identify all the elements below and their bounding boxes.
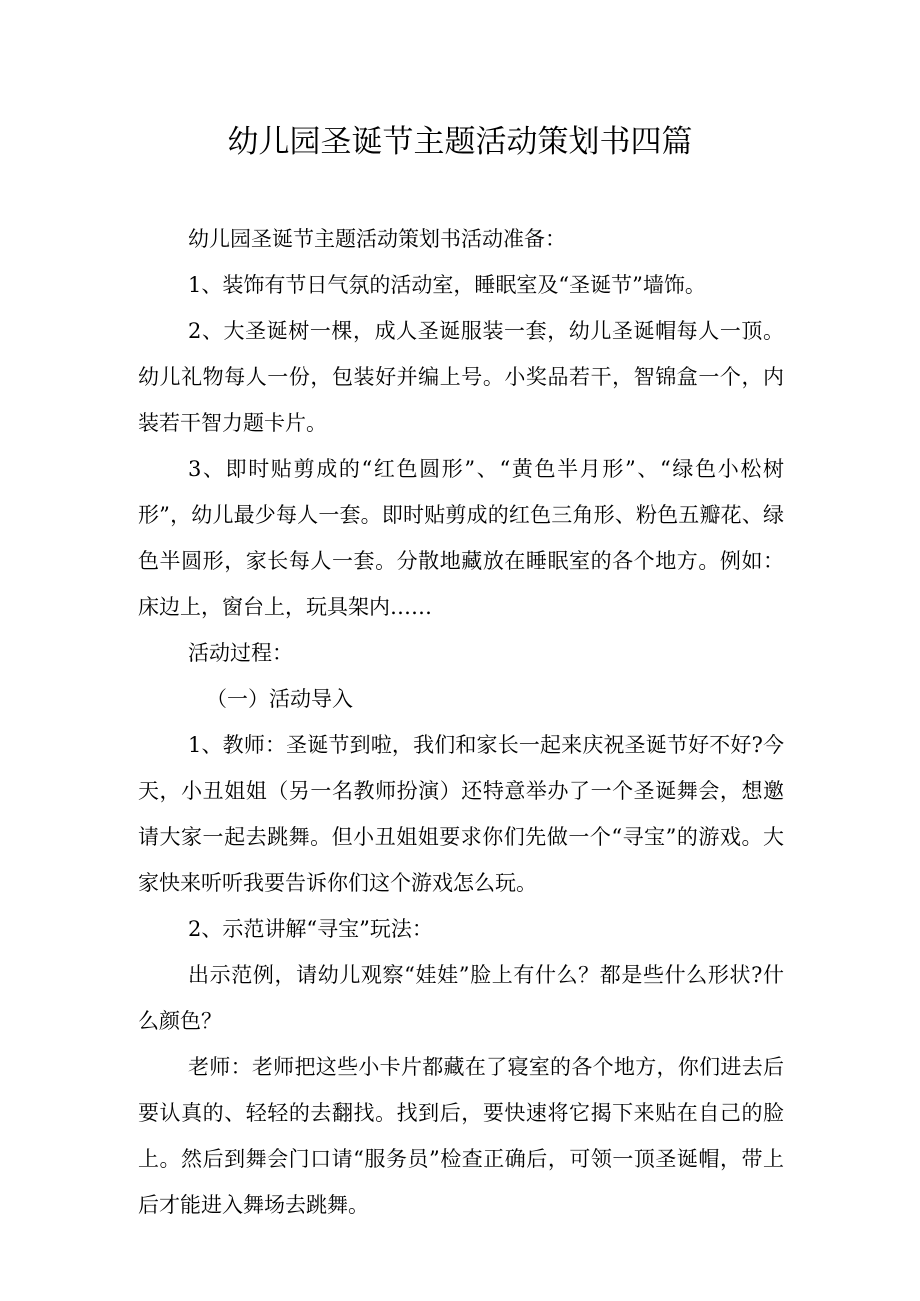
document-body (138, 216, 784, 1228)
paragraph-prep-item-1: 1、装饰有节日气氛的活动室，睡眠室及“圣诞节”墙饰。 (188, 273, 706, 297)
paragraph-process-heading: 活动过程： (188, 641, 293, 665)
paragraph-example: 出示范例，请幼儿观察“娃娃”脸上有什么？都是些什么形状?什么颜色？ (138, 963, 784, 1033)
document-title: 幼儿园圣诞节主题活动策划书四篇 (227, 124, 693, 160)
paragraph-teacher-instructions: 老师：老师把这些小卡片都藏在了寝室的各个地方，你们进去后要认真的、轻轻的去翻找。找到后，要快速将它揭下来贴在自己的脸上。然后到舞会门口请“服务员”检查正确后，可领一顶圣诞帽，带上后才能进入舞场去跳舞。 (138, 1055, 784, 1217)
paragraph-step-1: 1、教师：圣诞节到啦，我们和家长一起来庆祝圣诞节好不好?今天，小丑姐姐（另一名教师扮演）还特意举办了一个圣诞舞会，想邀请大家一起去跳舞。但小丑姐姐要求你们先做一个“寻宝”的游戏。大家快来听听我要告诉你们这个游戏怎么玩。 (138, 733, 784, 895)
paragraph-prep-item-3: 3、即时贴剪成的“红色圆形”、“黄色半月形”、“绿色小松树形”，幼儿最少每人一套。即时贴剪成的红色三角形、粉色五瓣花、绿色半圆形，家长每人一套。分散地藏放在睡眠室的各个地方。例如：床边上，窗台上，玩具架内…… (138, 457, 784, 619)
paragraph-step-2: 2、示范讲解“寻宝”玩法： (188, 917, 433, 941)
paragraph-preparation-heading: 幼儿园圣诞节主题活动策划书活动准备： (188, 227, 566, 251)
paragraph-prep-item-2: 2、大圣诞树一棵，成人圣诞服装一套，幼儿圣诞帽每人一顶。幼儿礼物每人一份，包装好并编上号。小奖品若干，智锦盒一个，内装若干智力题卡片。 (138, 319, 784, 435)
paragraph-section-intro-heading: （一）活动导入 (206, 687, 353, 711)
